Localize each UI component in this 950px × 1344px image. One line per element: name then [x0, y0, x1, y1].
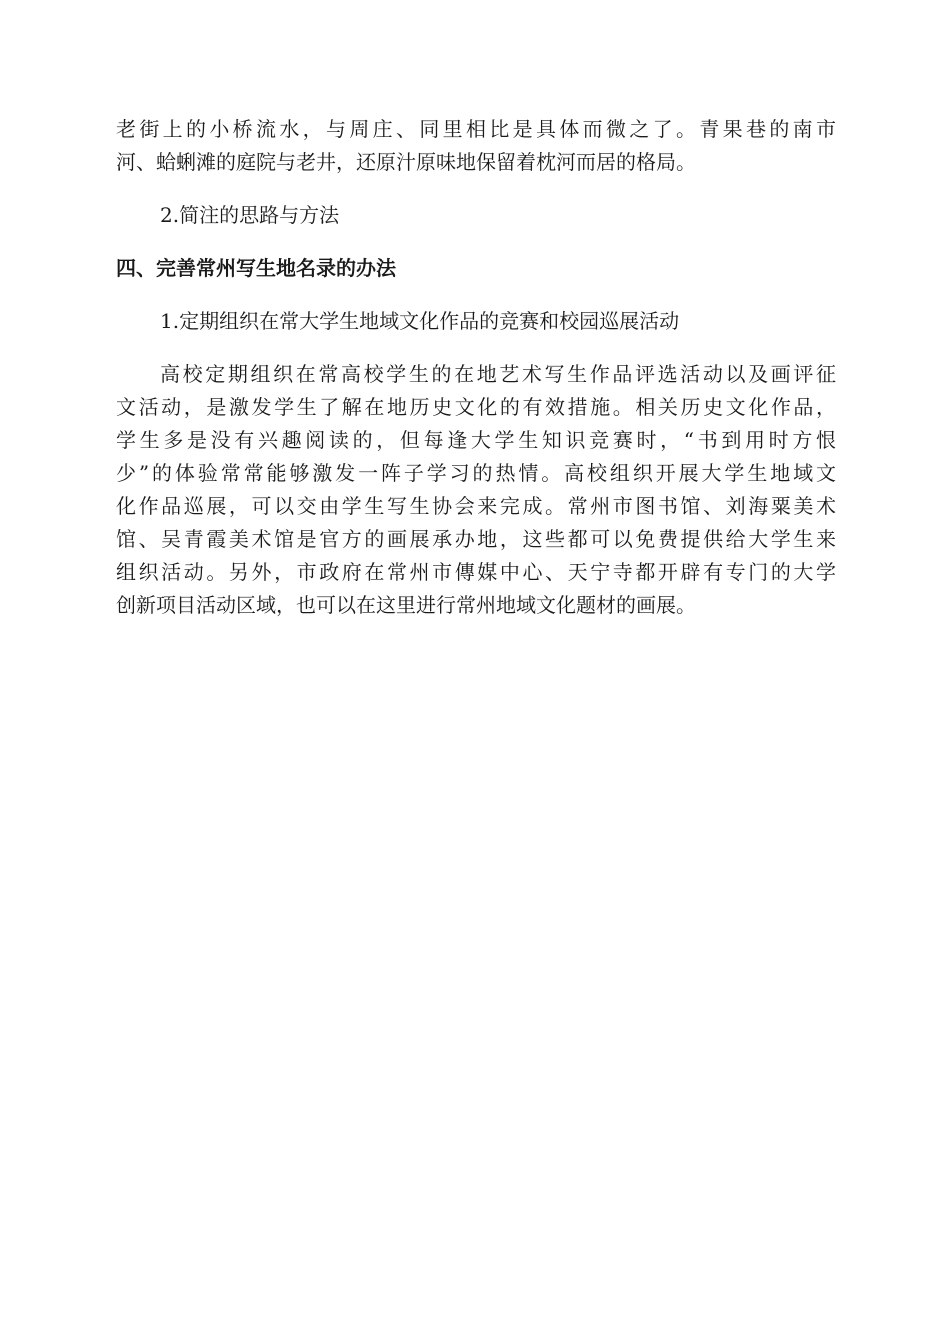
text-line: 组织活动。另外，市政府在常州市傳媒中心、天宁寺都开辟有专门的大学: [116, 560, 836, 584]
text-line: 少”的体验常常能够激发一阵子学习的热情。高校组织开展大学生地域文: [116, 461, 836, 485]
text-line: 学生多是没有兴趣阅读的，但每逢大学生知识竞赛时，“书到用时方恨: [116, 428, 836, 452]
text-line: 高校定期组织在常高校学生的在地艺术写生作品评选活动以及画评征: [160, 362, 836, 386]
text-line: 化作品巡展，可以交由学生写生协会来完成。常州市图书馆、刘海粟美术: [116, 494, 836, 518]
paragraph-old-street: [116, 113, 836, 179]
paragraph-exhibition-activities: [116, 358, 836, 622]
text-line: 河、蛤蜊滩的庭院与老井，还原汁原味地保留着枕河而居的格局。: [116, 150, 696, 174]
text-line: 创新项目活动区域，也可以在这里进行常州地域文化题材的画展。: [116, 593, 696, 617]
document-body: [116, 113, 836, 622]
text-line: 文活动，是激发学生了解在地历史文化的有效措施。相关历史文化作品，: [116, 395, 836, 419]
text-line: 老街上的小桥流水，与周庄、同里相比是具体而微之了。青果巷的南市: [116, 117, 836, 141]
subheading-competition-exhibition: 1.定期组织在常大学生地域文化作品的竞赛和校园巡展活动: [160, 309, 680, 333]
section-heading-4: 四、完善常州写生地名录的办法: [116, 256, 396, 280]
text-line: 馆、吴青霞美术馆是官方的画展承办地，这些都可以免费提供给大学生来: [116, 527, 836, 551]
subheading-annotation-method: 2.简注的思路与方法: [160, 203, 340, 227]
